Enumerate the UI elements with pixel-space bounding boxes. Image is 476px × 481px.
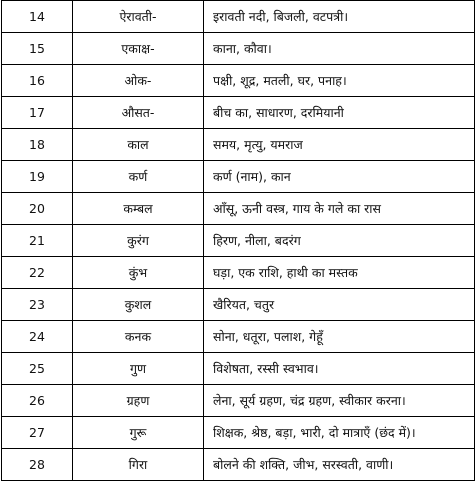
row-number: 14 <box>2 1 73 33</box>
row-number: 25 <box>2 353 73 385</box>
row-number: 18 <box>2 129 73 161</box>
meaning-cell: लेना, सूर्य ग्रहण, चंद्र ग्रहण, स्वीकार करना। <box>204 385 475 417</box>
meaning-cell: हिरण, नीला, बदरंग <box>204 225 475 257</box>
table-row <box>2 385 475 417</box>
table-row <box>2 1 475 33</box>
table-row <box>2 353 475 385</box>
word-meaning-table <box>1 0 475 481</box>
word-cell: कुंभ <box>73 257 204 289</box>
row-number: 27 <box>2 417 73 449</box>
table-row <box>2 33 475 65</box>
row-number: 22 <box>2 257 73 289</box>
table-row <box>2 161 475 193</box>
table-row <box>2 449 475 481</box>
word-cell: औसत- <box>73 97 204 129</box>
word-cell: कर्ण <box>73 161 204 193</box>
table-row <box>2 289 475 321</box>
meaning-cell: खैरियत, चतुर <box>204 289 475 321</box>
word-cell: ग्रहण <box>73 385 204 417</box>
meaning-cell: इरावती नदी, बिजली, वटपत्री। <box>204 1 475 33</box>
row-number: 24 <box>2 321 73 353</box>
meaning-cell: शिक्षक, श्रेष्ठ, बड़ा, भारी, दो मात्राएँ (छंद में)। <box>204 417 475 449</box>
meaning-cell: बोलने की शक्ति, जीभ, सरस्वती, वाणी। <box>204 449 475 481</box>
word-cell: ऐरावती- <box>73 1 204 33</box>
word-cell: काल <box>73 129 204 161</box>
row-number: 16 <box>2 65 73 97</box>
meaning-cell: घड़ा, एक राशि, हाथी का मस्तक <box>204 257 475 289</box>
word-cell: गुरू <box>73 417 204 449</box>
word-cell: गुण <box>73 353 204 385</box>
word-cell: एकाक्ष- <box>73 33 204 65</box>
word-cell: कुशल <box>73 289 204 321</box>
meaning-cell: कर्ण (नाम), कान <box>204 161 475 193</box>
meaning-cell: काना, कौवा। <box>204 33 475 65</box>
table-row <box>2 257 475 289</box>
row-number: 19 <box>2 161 73 193</box>
meaning-cell: सोना, धतूरा, पलाश, गेहूँ <box>204 321 475 353</box>
meaning-cell: आँसू, ऊनी वस्त्र, गाय के गले का रास <box>204 193 475 225</box>
table-row <box>2 417 475 449</box>
row-number: 15 <box>2 33 73 65</box>
meaning-cell: बीच का, साधारण, दरमियानी <box>204 97 475 129</box>
meaning-cell: पक्षी, शूद्र, मतली, घर, पनाह। <box>204 65 475 97</box>
table-row <box>2 321 475 353</box>
row-number: 21 <box>2 225 73 257</box>
word-cell: कुरंग <box>73 225 204 257</box>
word-cell: कम्बल <box>73 193 204 225</box>
row-number: 26 <box>2 385 73 417</box>
row-number: 17 <box>2 97 73 129</box>
table-row <box>2 129 475 161</box>
word-cell: ओक- <box>73 65 204 97</box>
table-row <box>2 97 475 129</box>
row-number: 20 <box>2 193 73 225</box>
row-number: 28 <box>2 449 73 481</box>
word-cell: गिरा <box>73 449 204 481</box>
row-number: 23 <box>2 289 73 321</box>
table-row <box>2 193 475 225</box>
meaning-cell: समय, मृत्यु, यमराज <box>204 129 475 161</box>
table-row <box>2 65 475 97</box>
word-cell: कनक <box>73 321 204 353</box>
meaning-cell: विशेषता, रस्सी स्वभाव। <box>204 353 475 385</box>
table-row <box>2 225 475 257</box>
